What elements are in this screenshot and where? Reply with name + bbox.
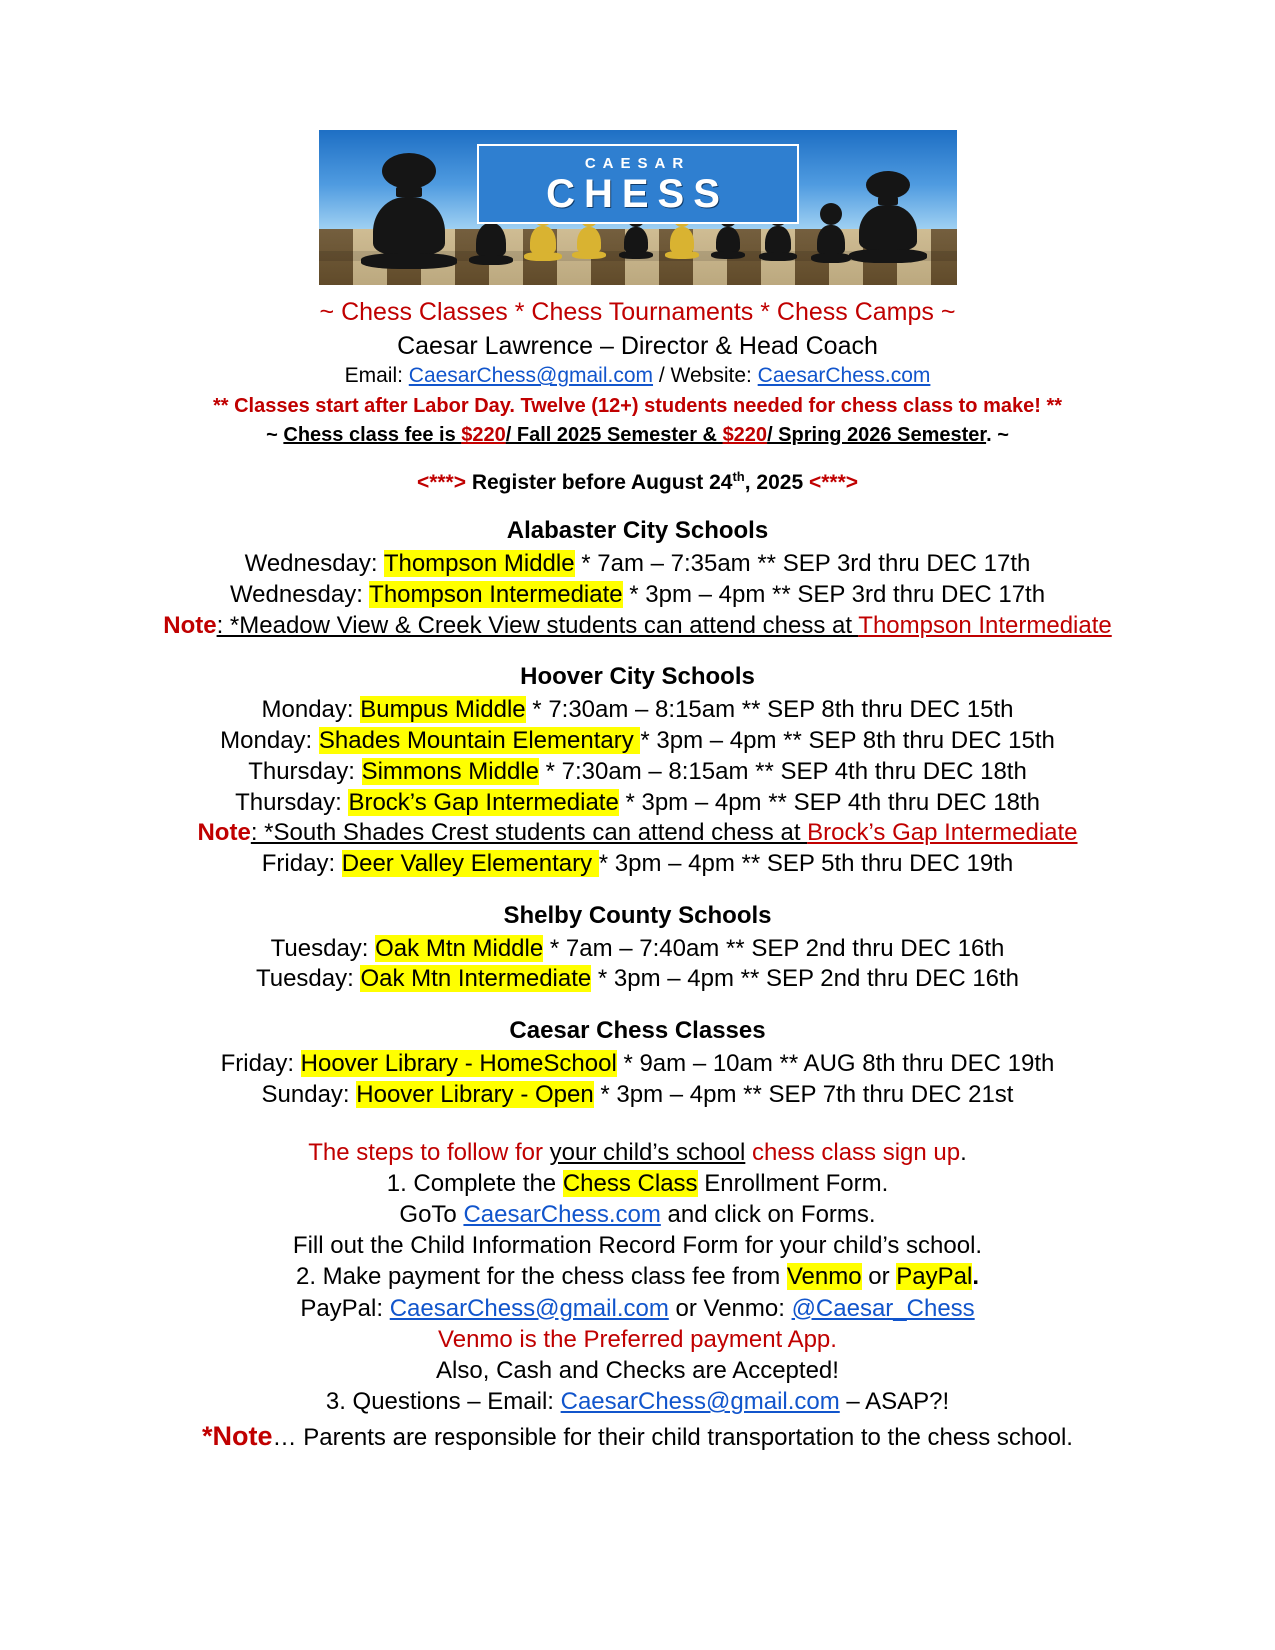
step2-prefix: 2. Make payment for the chess class fee from [296,1263,787,1291]
register-deadline [95,469,1180,495]
email-link[interactable]: CaesarChess@gmail.com [408,364,654,388]
section-title: Caesar Chess Classes [509,1017,766,1045]
class-row [95,934,1180,965]
row-details: * 9am – 10am ** AUG 8th thru DEC 19th [616,1050,1055,1078]
chess-banner-image [319,130,957,285]
director-line: Caesar Lawrence – Director & Head Coach [397,332,878,361]
class-row [95,964,1180,995]
payment-handles [95,1293,1180,1324]
section-title: Alabaster City Schools [506,517,769,545]
step1-suffix: Enrollment Form. [697,1169,889,1197]
class-row [95,1049,1180,1080]
section-caesar-classes [95,1017,1180,1110]
step-2 [95,1261,1180,1292]
register-marker-right: <***> [808,471,859,495]
paypal-label: PayPal: [300,1294,390,1322]
fill-out-line: Fill out the Child Information Record Form for your child’s school. [292,1232,983,1260]
row-prefix: Monday: [261,696,361,724]
banner-container [95,130,1180,285]
school-name: Simmons Middle [361,757,539,785]
row-prefix: Friday: [220,1050,301,1078]
fee-prefix: ~ [266,424,284,447]
steps-intro-underline: your child’s school [549,1138,746,1166]
preferred-payment-note: Venmo is the Preferred payment App. [438,1325,837,1353]
paypal-email-link[interactable]: CaesarChess@gmail.com [389,1294,669,1322]
step-1 [95,1168,1180,1199]
steps-intro-red-2: chess class sign up [745,1138,961,1166]
final-note-text: … Parents are responsible for their child transportation to the chess school. [272,1424,1073,1452]
fee-amount-spring: $220 [722,424,768,447]
school-name: Thompson Intermediate [369,580,623,608]
steps-intro-end: . [960,1138,967,1166]
steps-intro-red-1: The steps to follow for [308,1138,550,1166]
section-title: Hoover City Schools [520,663,755,691]
class-row [95,549,1180,580]
register-ordinal: th [732,469,745,485]
note-text: : *South Shades Crest students can attend chess at [250,819,808,847]
row-prefix: Sunday: [261,1080,357,1108]
row-details: * 3pm – 4pm ** SEP 8th thru DEC 15th [640,727,1055,755]
venmo-label: or Venmo: [668,1294,792,1322]
fee-amount-fall: $220 [461,424,506,447]
tagline: ~ Chess Classes * Chess Tournaments * Chess Camps ~ [319,298,956,326]
row-prefix: Tuesday: [255,965,361,993]
step1-prefix: 1. Complete the [386,1169,563,1197]
goto-suffix: and click on Forms. [660,1200,876,1228]
final-note-label: *Note [202,1421,273,1452]
row-details: * 3pm – 4pm ** SEP 5th thru DEC 19th [598,850,1014,877]
row-details: * 7:30am – 8:15am ** SEP 8th thru DEC 15th [525,696,1014,724]
row-details: * 7:30am – 8:15am ** SEP 4th thru DEC 18th [538,757,1027,785]
step1-highlight: Chess Class [562,1169,698,1197]
section-shelby [95,902,1180,995]
logo-caesar-text: CAESAR [584,154,691,172]
class-row [95,580,1180,611]
venmo-handle[interactable]: @Caesar_Chess [791,1294,975,1322]
questions-email-link[interactable]: CaesarChess@gmail.com [560,1388,840,1416]
cash-checks-note: Also, Cash and Checks are Accepted! [436,1356,839,1384]
section-hoover [95,663,1180,879]
school-name: Bumpus Middle [360,696,526,724]
note-text: : *Meadow View & Creek View students can attend chess at [216,611,859,639]
row-details: * 7am – 7:40am ** SEP 2nd thru DEC 16th [543,934,1005,962]
class-row [95,757,1180,788]
class-row [95,849,1180,880]
transportation-note [95,1421,1180,1452]
step3-suffix: – ASAP?! [839,1388,950,1416]
caesar-chess-logo [477,144,799,224]
step2-period: . [972,1263,979,1291]
fee-text-1: Chess class fee is [283,424,462,447]
fee-text-2: / Fall 2025 Semester & [505,424,723,447]
school-name: Brock’s Gap Intermediate [348,788,619,816]
school-name: Shades Mountain Elementary [318,727,641,755]
goto-prefix: GoTo [399,1200,464,1228]
row-prefix: Tuesday: [270,934,376,962]
website-link[interactable]: CaesarChess.com [757,364,931,388]
row-prefix: Friday: [261,850,342,877]
school-name: Deer Valley Elementary [341,850,599,877]
step-3 [95,1386,1180,1417]
register-marker-left: <***> [416,471,466,495]
steps-intro [95,1137,1180,1168]
signup-steps [95,1137,1180,1453]
register-year: , 2025 [744,471,809,495]
row-prefix: Monday: [220,727,319,755]
goto-line [95,1199,1180,1230]
row-prefix: Wednesday: [244,550,384,578]
class-row [95,1080,1180,1111]
row-prefix: Thursday: [248,757,362,785]
row-details: * 3pm – 4pm ** SEP 7th thru DEC 21st [593,1080,1014,1108]
note-label: Note [197,819,251,847]
king-piece-dark-right [849,171,927,263]
note-school: Thompson Intermediate [858,611,1112,639]
school-name: Oak Mtn Intermediate [360,965,592,993]
note-school: Brock’s Gap Intermediate [807,819,1078,847]
school-name: Thompson Middle [383,550,575,578]
row-details: * 3pm – 4pm ** SEP 4th thru DEC 18th [618,788,1040,816]
contact-line [95,364,1180,388]
school-name: Hoover Library - HomeSchool [300,1050,617,1078]
school-name: Oak Mtn Middle [375,934,544,962]
section-note [95,611,1180,642]
school-name: Hoover Library - Open [356,1080,594,1108]
paypal-highlight: PayPal [896,1263,973,1291]
row-prefix: Wednesday: [229,580,370,608]
class-row [95,726,1180,757]
fee-text-3: / Spring 2026 Semester [767,424,987,447]
venmo-highlight: Venmo [786,1263,862,1291]
fee-line [95,424,1180,447]
step3-prefix: 3. Questions – Email: [325,1388,561,1416]
note-label: Note [163,611,217,639]
section-note [95,818,1180,849]
website-link-forms[interactable]: CaesarChess.com [463,1200,661,1228]
register-text: Register before August 24 [466,471,733,495]
row-details: * 3pm – 4pm ** SEP 2nd thru DEC 16th [591,965,1020,993]
king-piece-dark-left [361,153,457,269]
row-details: * 3pm – 4pm ** SEP 3rd thru DEC 17th [622,580,1046,608]
fee-suffix: . ~ [986,424,1009,447]
pawn-dark-5 [811,203,851,263]
email-label: Email: [344,364,409,388]
row-details: * 7am – 7:35am ** SEP 3rd thru DEC 17th [574,550,1031,578]
step2-mid: or [861,1263,897,1291]
website-label: / Website: [653,364,758,388]
class-row [95,788,1180,819]
classes-start-note: ** Classes start after Labor Day. Twelve (12+) students needed for chess class to make! ** [212,395,1063,418]
row-prefix: Thursday: [235,788,349,816]
section-alabaster [95,517,1180,641]
logo-chess-text: CHESS [546,171,729,216]
class-row [95,695,1180,726]
section-title: Shelby County Schools [503,901,772,929]
